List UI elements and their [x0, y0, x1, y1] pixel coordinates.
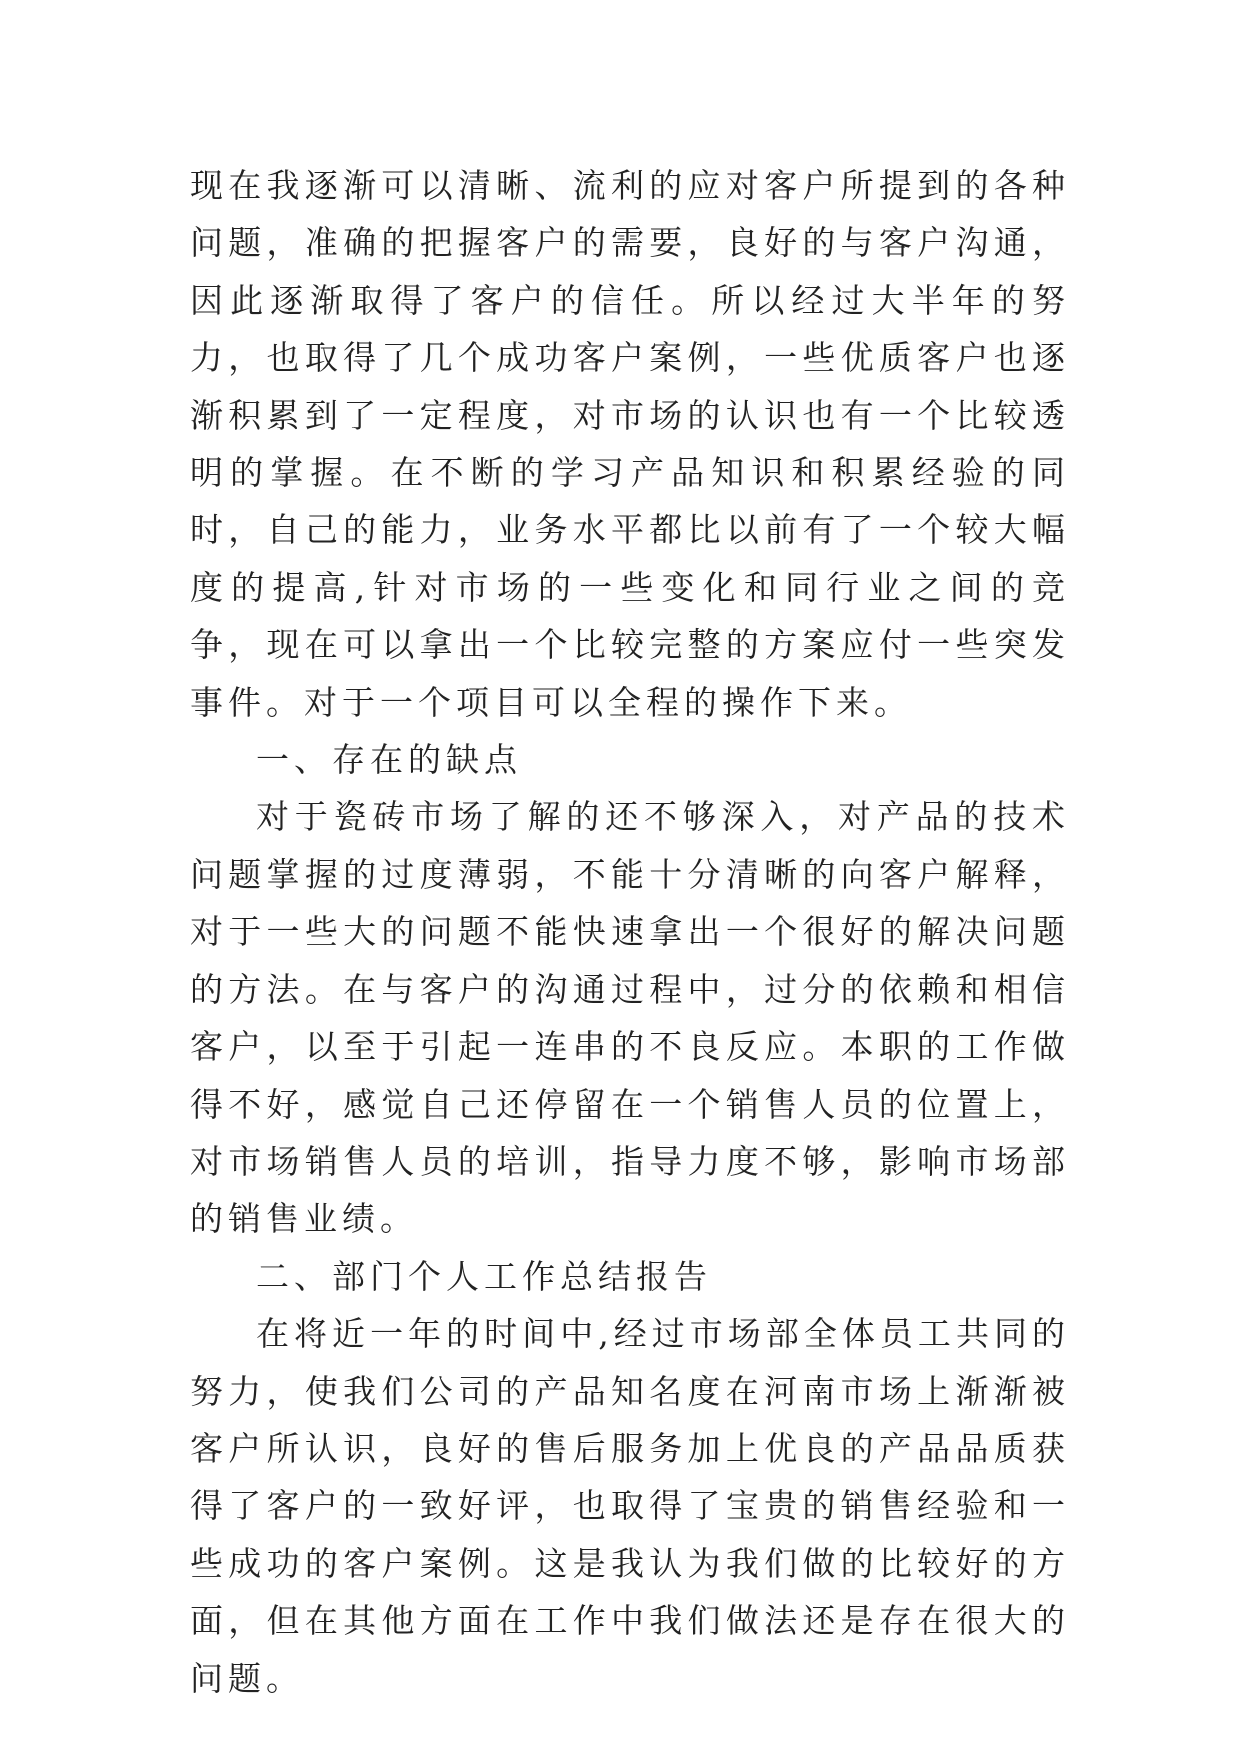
paragraph-department-summary: 在将近一年的时间中,经过市场部全体员工共同的努力，使我们公司的产品知名度在河南市场上渐渐被客户所认识，良好的售后服务加上优良的产品品质获得了客户的一致好评，也取得了宝贵的销售经验和一些成功的客户案例。这是我认为我们做的比较好的方面，但在其他方面在工作中我们做法还是存在很大的问题。	[190, 1314, 1070, 1698]
paragraph-shortcomings: 对于瓷砖市场了解的还不够深入，对产品的技术问题掌握的过度薄弱，不能十分清晰的向客户解释，对于一些大的问题不能快速拿出一个很好的解决问题的方法。在与客户的沟通过程中，过分的依赖和相信客户，以至于引起一连串的不良反应。本职的工作做得不好，感觉自己还停留在一个销售人员的位置上，对市场销售人员的培训，指导力度不够，影响市场部的销售业绩。	[190, 797, 1070, 1239]
document-body	[190, 157, 1070, 1707]
section-heading-shortcomings: 一、存在的缺点	[256, 740, 522, 780]
paragraph-intro: 现在我逐渐可以清晰、流利的应对客户所提到的各种问题，准确的把握客户的需要，良好的与客户沟通，因此逐渐取得了客户的信任。所以经过大半年的努力，也取得了几个成功客户案例，一些优质客户也逐渐积累到了一定程度，对市场的认识也有一个比较透明的掌握。在不断的学习产品知识和积累经验的同时，自己的能力，业务水平都比以前有了一个较大幅度的提高,针对市场的一些变化和同行业之间的竞争，现在可以拿出一个比较完整的方案应付一些突发事件。对于一个项目可以全程的操作下来。	[190, 166, 1070, 722]
section-heading-department-summary: 二、部门个人工作总结报告	[256, 1256, 712, 1296]
